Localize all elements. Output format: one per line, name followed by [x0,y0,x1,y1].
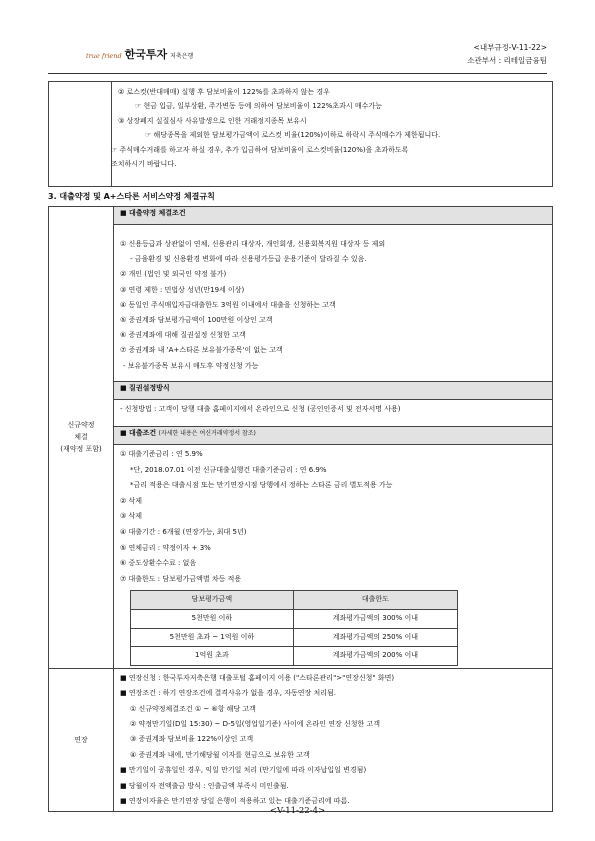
bar-loan-terms-title: ■ 대출조건 [120,429,157,437]
limit-table-row [131,647,458,666]
term-item: ③ 삭제 [120,512,143,521]
limit-table-wrap [120,590,546,665]
label-line: 체결 [74,433,88,442]
continuation-table [48,81,553,187]
limit-table-row [131,609,458,628]
empty-label-cell [49,82,112,187]
condition-item: ① 신용등급과 상관없이 연체, 신용관리 대상자, 개인회생, 신용회복지원 대상자 등 제외 [120,240,386,248]
bank-logo [86,46,193,62]
condition-item: - 금융환경 및 신용환경 변화에 따라 신용평가등급 운용기준이 달라질 수 있음. [130,255,367,264]
term-item: ⑤ 연체금리 : 약정이자 + 3% [120,543,211,552]
page-number: <V-11-22-4> [269,806,326,816]
condition-item: ⑤ 증권계좌 담보평가금액이 100만원 이상인 고객 [120,316,273,325]
term-item: *단, 2018.07.01 이전 신규대출실행건 대출기준금리 : 연 6.9% [130,465,327,474]
condition-item: ⑥ 증권계좌에 대해 질권설정 신청한 고객 [120,331,246,340]
text-line: 조치하시기 바랍니다. [111,160,177,169]
label-line: (재약정 포함) [60,445,102,454]
limit-table [130,590,458,665]
extension-item: ■ 연장이자율은 만기연장 당일 은행이 적용하고 있는 대출기준금리에 따름. [120,796,350,805]
limit-table-row [131,628,458,647]
extension-item: ④ 증권계좌 내에, 만기해당월 이자를 현금으로 보유한 고객 [130,750,310,759]
row-label-extension: 연장 [49,668,114,812]
limit-header-cell: 대출한도 [293,591,457,610]
pledge-method: - 신청방법 : 고객이 당행 대출 홈페이지에서 온라인으로 신청 (공인인증서 및 전자서명 사용) [114,400,553,427]
text-line: ③ 상장폐지 실질심사 사유발생으로 인한 거래정지종목 보유시 [118,116,307,125]
logo-main: 한국투자 [124,48,168,61]
section-title: 3. 대출약정 및 A+스타론 서비스약정 체결규칙 [48,192,215,201]
limit-cell: 계좌평가금액의 250% 이내 [293,628,457,647]
text-line: ☞ 주식매수거래를 하고자 하실 경우, 추가 입금하여 담보비율이 로스컷비율(120%)을 초과하도록 [111,145,409,154]
bar-contract-conditions: ■ 대출약정 체결조건 [114,207,553,225]
header-rule [48,73,547,74]
limit-cell: 계좌평가금액의 200% 이내 [293,647,457,666]
limit-table-header [131,591,458,610]
text-line: ☞ 해당종목을 제외한 담보평가금액이 로스컷 비율(120%)이하로 하락시 주식매수가 제한됩니다. [145,131,441,140]
term-item: *금리 적용은 대출시점 또는 만기연장시점 당행에서 정하는 스타론 금리 별도적용 가능 [130,481,393,490]
condition-item: ③ 연령 제한 : 민법상 성년(만19세 이상) [120,285,245,294]
extension-item: ③ 증권계좌 담보비율 122%이상인 고객 [130,735,254,744]
extension-item: ■ 연장조건 : 하기 연장조건에 결격사유가 없을 경우, 자동연장 처리됨. [120,689,337,698]
condition-item: ② 개인 (법인 및 외국인 약정 불가) [120,270,227,279]
extension-item: ■ 만기일이 공휴일인 경우, 익일 만기일 처리 (만기일에 따라 이자납입일 변경됨) [120,766,367,775]
term-item: ② 삭제 [120,496,143,505]
loan-rules-table [48,206,553,812]
term-item: ⑦ 대출한도 : 담보평가금액별 차등 적용 [120,574,242,583]
limit-cell: 계좌평가금액의 300% 이내 [293,609,457,628]
extension-rules [114,668,553,812]
extension-item: ① 신규약정체결조건 ① ~ ⑥항 해당 고객 [130,704,256,713]
doc-ref: <내부규정-V-11-22> [473,43,547,52]
limit-header-cell: 담보평가금액 [131,591,294,610]
header-info [467,41,547,67]
bar-loan-terms-note: (자세한 내용은 여신거래약정서 참조) [158,430,256,437]
extension-item: ■ 연장신청 : 한국투자저축은행 대출포털 홈페이지 이용 ("스타론관리">"연장신청" 화면) [120,673,395,682]
logo-sub: 저축은행 [170,53,194,60]
term-item: ⑥ 중도상환수수료 : 없음 [120,559,197,568]
text-line: ② 로스컷(반대매매) 실행 후 담보비율이 122%를 초과하지 않는 경우 [118,88,330,96]
limit-cell: 1억원 초과 [131,647,294,666]
limit-cell: 5천만원 이하 [131,609,294,628]
dept: 소관부서 : 리테일금융팀 [467,56,547,65]
term-item: ④ 대출기간 : 6개월 (연장가능, 최대 5년) [120,527,247,536]
term-item: ① 대출기준금리 : 연 5.9% [120,450,203,458]
extension-item: ② 약정만기일(D일 15:30) ~ D-5일(영업일기준) 사이에 온라인 연장 신청한 고객 [130,719,381,728]
label-line: 신규약정 [67,421,95,430]
contract-conditions [114,225,553,382]
condition-item: ⑦ 증권계좌 내 'A+스타론 보유불가종목'이 없는 고객 [120,346,283,355]
bar-loan-terms [114,427,553,445]
continuation-content [112,82,553,187]
condition-item: - 보유불가종목 보유시 매도후 약정신청 가능 [123,361,259,370]
limit-cell: 5천만원 초과 ~ 1억원 이하 [131,628,294,647]
logo-prefix: true friend [86,52,122,60]
condition-item: ④ 동일인 주식매입자금대출한도 3억원 이내에서 대출을 신청하는 고객 [120,300,336,309]
loan-terms [114,445,553,669]
extension-item: ■ 당월이자 전액출금 방식 : 인출금액 부족시 미인출됨. [120,781,289,790]
row-label-new-contract [49,207,114,669]
text-line: ☞ 현금 입금, 일부상환, 주가변동 등에 의하여 담보비율이 122%초과시 매수가능 [135,102,382,111]
bar-pledge-method: ■ 질권설정방식 [114,382,553,400]
